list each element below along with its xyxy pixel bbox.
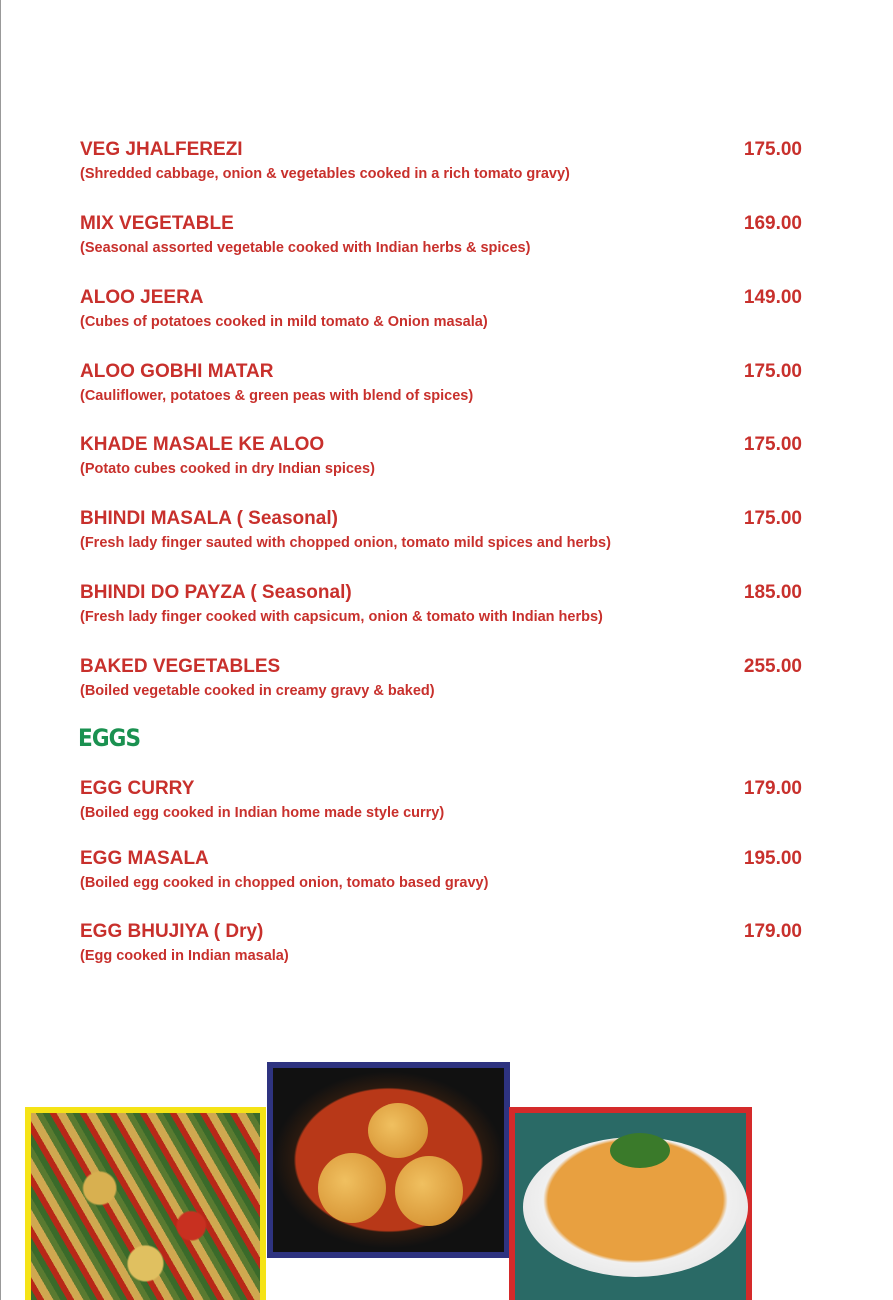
item-description: (Fresh lady finger cooked with capsicum, onion & tomato with Indian herbs)	[80, 609, 603, 625]
menu-item	[80, 848, 802, 898]
item-name: BAKED VEGETABLES	[80, 656, 281, 677]
item-description: (Fresh lady finger sauted with chopped onion, tomato mild spices and herbs)	[80, 535, 611, 551]
item-price: 149.00	[743, 287, 802, 308]
item-price: 179.00	[743, 778, 802, 799]
photo-mixed-vegetables	[25, 1107, 266, 1300]
item-name: VEG JHALFEREZI	[80, 139, 243, 160]
item-price: 175.00	[743, 434, 802, 455]
item-name: EGG MASALA	[80, 848, 209, 869]
menu-item	[80, 656, 802, 706]
menu-item	[80, 921, 802, 971]
menu-item	[80, 139, 802, 189]
item-price: 185.00	[743, 582, 802, 603]
item-description: (Boiled egg cooked in Indian home made style curry)	[80, 805, 445, 821]
item-price: 255.00	[743, 656, 802, 677]
photo-egg-bhujiya	[509, 1107, 752, 1300]
menu-item	[80, 508, 802, 558]
section-title-eggs: EGGS	[78, 724, 141, 752]
item-price: 175.00	[743, 361, 802, 382]
menu-item	[80, 582, 802, 632]
item-description: (Seasonal assorted vegetable cooked with Indian herbs & spices)	[80, 240, 531, 256]
item-price: 179.00	[743, 921, 802, 942]
menu-item	[80, 213, 802, 263]
menu-item	[80, 287, 802, 337]
menu-item	[80, 778, 802, 828]
item-description: (Shredded cabbage, onion & vegetables cooked in a rich tomato gravy)	[80, 166, 570, 182]
item-name: MIX VEGETABLE	[80, 213, 234, 234]
item-description: (Boiled egg cooked in chopped onion, tomato based gravy)	[80, 875, 489, 891]
item-price: 195.00	[743, 848, 802, 869]
item-description: (Boiled vegetable cooked in creamy gravy & baked)	[80, 683, 435, 699]
item-name: ALOO JEERA	[80, 287, 204, 308]
item-price: 169.00	[743, 213, 802, 234]
item-name: KHADE MASALE KE ALOO	[80, 434, 325, 455]
item-price: 175.00	[743, 508, 802, 529]
item-name: EGG BHUJIYA ( Dry)	[80, 921, 264, 942]
item-description: (Egg cooked in Indian masala)	[80, 948, 289, 964]
item-price: 175.00	[743, 139, 802, 160]
menu-item	[80, 434, 802, 484]
item-name: BHINDI DO PAYZA ( Seasonal)	[80, 582, 352, 603]
item-description: (Cubes of potatoes cooked in mild tomato & Onion masala)	[80, 314, 488, 330]
item-name: BHINDI MASALA ( Seasonal)	[80, 508, 338, 529]
item-name: ALOO GOBHI MATAR	[80, 361, 274, 382]
photo-egg-curry	[267, 1062, 510, 1258]
menu-item	[80, 361, 802, 411]
item-description: (Cauliflower, potatoes & green peas with blend of spices)	[80, 388, 474, 404]
item-name: EGG CURRY	[80, 778, 195, 799]
item-description: (Potato cubes cooked in dry Indian spices)	[80, 461, 375, 477]
